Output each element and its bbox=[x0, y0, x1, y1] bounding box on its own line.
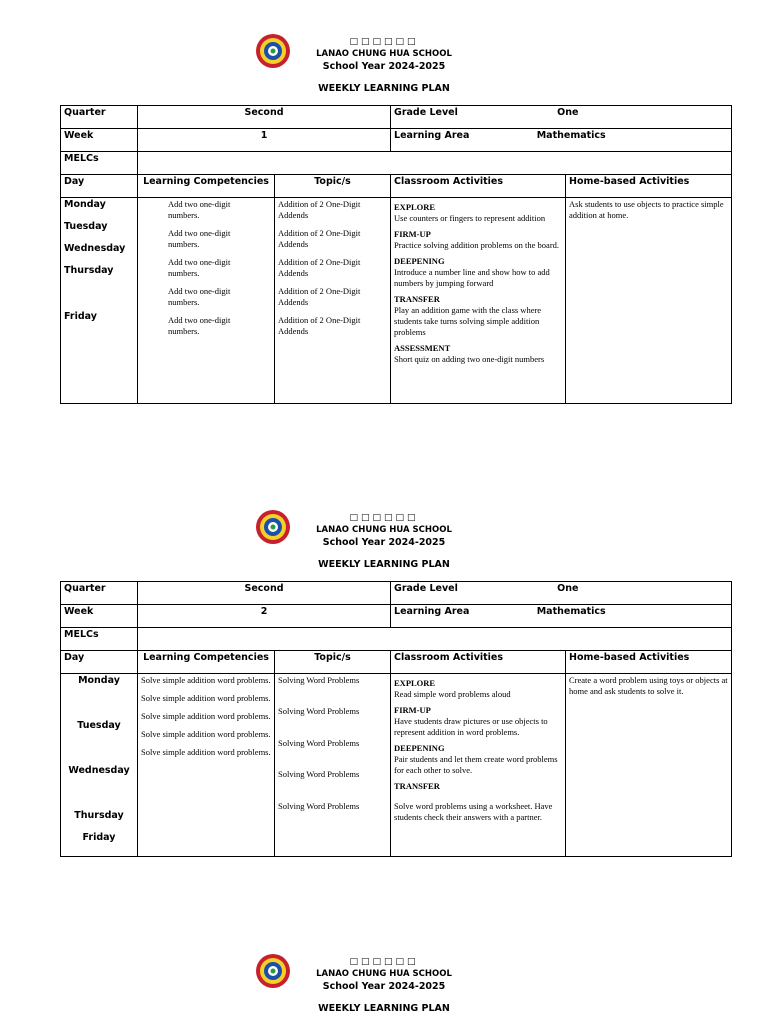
activity-text-assessment: Short quiz on adding two one-digit numbers bbox=[394, 354, 545, 364]
days-cell bbox=[61, 674, 138, 857]
week-row bbox=[61, 129, 732, 152]
melcs-row bbox=[61, 152, 732, 175]
home-based-header: Home-based Activities bbox=[566, 175, 732, 198]
quarter-value: Second bbox=[138, 106, 391, 129]
quarter-row bbox=[61, 106, 732, 129]
competency-item: Solve simple addition word problems. bbox=[141, 729, 271, 739]
activity-heading-transfer: TRANSFER bbox=[394, 781, 440, 791]
melcs-label: MELCs bbox=[61, 628, 138, 651]
classroom-activities-cell bbox=[391, 674, 566, 857]
activity-heading-deepening: DEEPENING bbox=[394, 743, 445, 753]
grade-level-cell bbox=[391, 582, 732, 605]
activity-text-deepening: Introduce a number line and show how to add numbers by jumping forward bbox=[394, 267, 550, 288]
quarter-value: Second bbox=[138, 582, 391, 605]
activity-heading-deepening: DEEPENING bbox=[394, 256, 445, 266]
column-header-row bbox=[61, 651, 732, 674]
learning-area-label: Learning Area bbox=[394, 130, 470, 141]
grade-level-value: One bbox=[557, 107, 579, 118]
learning-area-value: Mathematics bbox=[536, 606, 606, 617]
competency-item: Add two one-digit numbers. bbox=[168, 315, 231, 336]
grade-level-cell bbox=[391, 106, 732, 129]
classroom-activities-cell bbox=[391, 198, 566, 404]
competency-item: Add two one-digit numbers. bbox=[168, 228, 231, 249]
plan-body-row bbox=[61, 674, 732, 857]
grade-level-label: Grade Level bbox=[394, 583, 458, 594]
topic-item: Addition of 2 One-Digit Addends bbox=[278, 228, 361, 249]
topic-item: Solving Word Problems bbox=[278, 675, 360, 685]
competency-item: Solve simple addition word problems. bbox=[141, 747, 271, 757]
day-thursday: Thursday bbox=[64, 265, 114, 276]
competency-item: Add two one-digit numbers. bbox=[168, 257, 231, 278]
school-name-chinese: □□□□□□ bbox=[349, 513, 419, 523]
day-monday: Monday bbox=[64, 199, 106, 210]
topic-item: Addition of 2 One-Digit Addends bbox=[278, 257, 361, 278]
school-year: School Year 2024-2025 bbox=[322, 537, 446, 548]
home-based-text: Create a word problem using toys or objects at home and ask students to solve it. bbox=[569, 675, 728, 696]
school-year: School Year 2024-2025 bbox=[322, 61, 446, 72]
topic-item: Addition of 2 One-Digit Addends bbox=[278, 286, 361, 307]
plan-body-row bbox=[61, 198, 732, 404]
activity-heading-transfer: TRANSFER bbox=[394, 294, 440, 304]
days-cell bbox=[61, 198, 138, 404]
activity-text-deepening: Pair students and let them create word problems for each other to solve. bbox=[394, 754, 558, 775]
grade-level-label: Grade Level bbox=[394, 107, 458, 118]
topics-cell bbox=[275, 198, 391, 404]
day-tuesday: Tuesday bbox=[77, 720, 121, 731]
day-tuesday: Tuesday bbox=[64, 221, 108, 232]
topic-item: Addition of 2 One-Digit Addends bbox=[278, 199, 361, 220]
plan-title: WEEKLY LEARNING PLAN bbox=[318, 1003, 450, 1014]
competency-item: Solve simple addition word problems. bbox=[141, 711, 271, 721]
school-logo bbox=[254, 33, 292, 69]
melcs-row bbox=[61, 628, 732, 651]
activity-heading-firm-up: FIRM-UP bbox=[394, 229, 431, 239]
learning-area-cell bbox=[391, 605, 732, 628]
column-header-row bbox=[61, 175, 732, 198]
learning-area-cell bbox=[391, 129, 732, 152]
competencies-header: Learning Competencies bbox=[138, 651, 275, 674]
day-header: Day bbox=[61, 175, 138, 198]
day-thursday: Thursday bbox=[74, 810, 124, 821]
plan-title: WEEKLY LEARNING PLAN bbox=[318, 559, 450, 570]
day-wednesday: Wednesday bbox=[68, 765, 130, 776]
activity-heading-firm-up: FIRM-UP bbox=[394, 705, 431, 715]
topics-header: Topic/s bbox=[275, 651, 391, 674]
week-value: 2 bbox=[138, 605, 391, 628]
week-label: Week bbox=[61, 129, 138, 152]
activity-text-firm-up: Practice solving addition problems on the board. bbox=[394, 240, 560, 250]
competency-item: Solve simple addition word problems. bbox=[141, 675, 271, 685]
school-name: LANAO CHUNG HUA SCHOOL bbox=[316, 49, 452, 59]
classroom-activities-header: Classroom Activities bbox=[391, 651, 566, 674]
week-value: 1 bbox=[138, 129, 391, 152]
melcs-value bbox=[138, 628, 732, 651]
school-name-chinese: □□□□□□ bbox=[349, 957, 419, 967]
weekly-plan-table bbox=[60, 105, 732, 404]
day-friday: Friday bbox=[82, 832, 116, 843]
topics-cell bbox=[275, 674, 391, 857]
topic-item: Solving Word Problems bbox=[278, 738, 360, 748]
classroom-activities-header: Classroom Activities bbox=[391, 175, 566, 198]
activity-heading-explore: EXPLORE bbox=[394, 202, 436, 212]
competency-item: Solve simple addition word problems. bbox=[141, 693, 271, 703]
school-name-chinese: □□□□□□ bbox=[349, 37, 419, 47]
day-wednesday: Wednesday bbox=[64, 243, 126, 254]
school-name: LANAO CHUNG HUA SCHOOL bbox=[316, 969, 452, 979]
day-monday: Monday bbox=[78, 675, 120, 686]
school-name: LANAO CHUNG HUA SCHOOL bbox=[316, 525, 452, 535]
week-label: Week bbox=[61, 605, 138, 628]
plan-title: WEEKLY LEARNING PLAN bbox=[318, 83, 450, 94]
activity-heading-assessment: ASSESSMENT bbox=[394, 343, 451, 353]
learning-area-value: Mathematics bbox=[536, 130, 606, 141]
topic-item: Solving Word Problems bbox=[278, 706, 360, 716]
grade-level-value: One bbox=[557, 583, 579, 594]
learning-area-label: Learning Area bbox=[394, 606, 470, 617]
topic-item: Solving Word Problems bbox=[278, 769, 360, 779]
activity-text-explore: Read simple word problems aloud bbox=[394, 689, 511, 699]
topics-header: Topic/s bbox=[275, 175, 391, 198]
quarter-label: Quarter bbox=[61, 582, 138, 605]
activity-heading-explore: EXPLORE bbox=[394, 678, 436, 688]
activity-text-transfer: Solve word problems using a worksheet. Have students check their answers with a partner. bbox=[394, 801, 553, 822]
quarter-label: Quarter bbox=[61, 106, 138, 129]
weekly-plan-table bbox=[60, 581, 732, 857]
activity-text-explore: Use counters or fingers to represent addition bbox=[394, 213, 546, 223]
competency-item: Add two one-digit numbers. bbox=[168, 199, 231, 220]
home-based-cell bbox=[566, 674, 732, 857]
school-year: School Year 2024-2025 bbox=[322, 981, 446, 992]
home-based-header: Home-based Activities bbox=[566, 651, 732, 674]
activity-text-firm-up: Have students draw pictures or use objects to represent addition in word problems. bbox=[394, 716, 548, 737]
competencies-header: Learning Competencies bbox=[138, 175, 275, 198]
day-header: Day bbox=[61, 651, 138, 674]
day-friday: Friday bbox=[64, 311, 97, 322]
competencies-cell bbox=[138, 198, 275, 404]
melcs-value bbox=[138, 152, 732, 175]
school-logo bbox=[254, 953, 292, 989]
competency-item: Add two one-digit numbers. bbox=[168, 286, 231, 307]
school-logo bbox=[254, 509, 292, 545]
week-row bbox=[61, 605, 732, 628]
quarter-row bbox=[61, 582, 732, 605]
activity-text-transfer: Play an addition game with the class where students take turns solving simple addition problems bbox=[394, 305, 542, 337]
topic-item: Addition of 2 One-Digit Addends bbox=[278, 315, 361, 336]
competencies-cell bbox=[138, 674, 275, 857]
melcs-label: MELCs bbox=[61, 152, 138, 175]
home-based-text: Ask students to use objects to practice simple addition at home. bbox=[569, 199, 724, 220]
home-based-cell bbox=[566, 198, 732, 404]
topic-item: Solving Word Problems bbox=[278, 801, 360, 811]
